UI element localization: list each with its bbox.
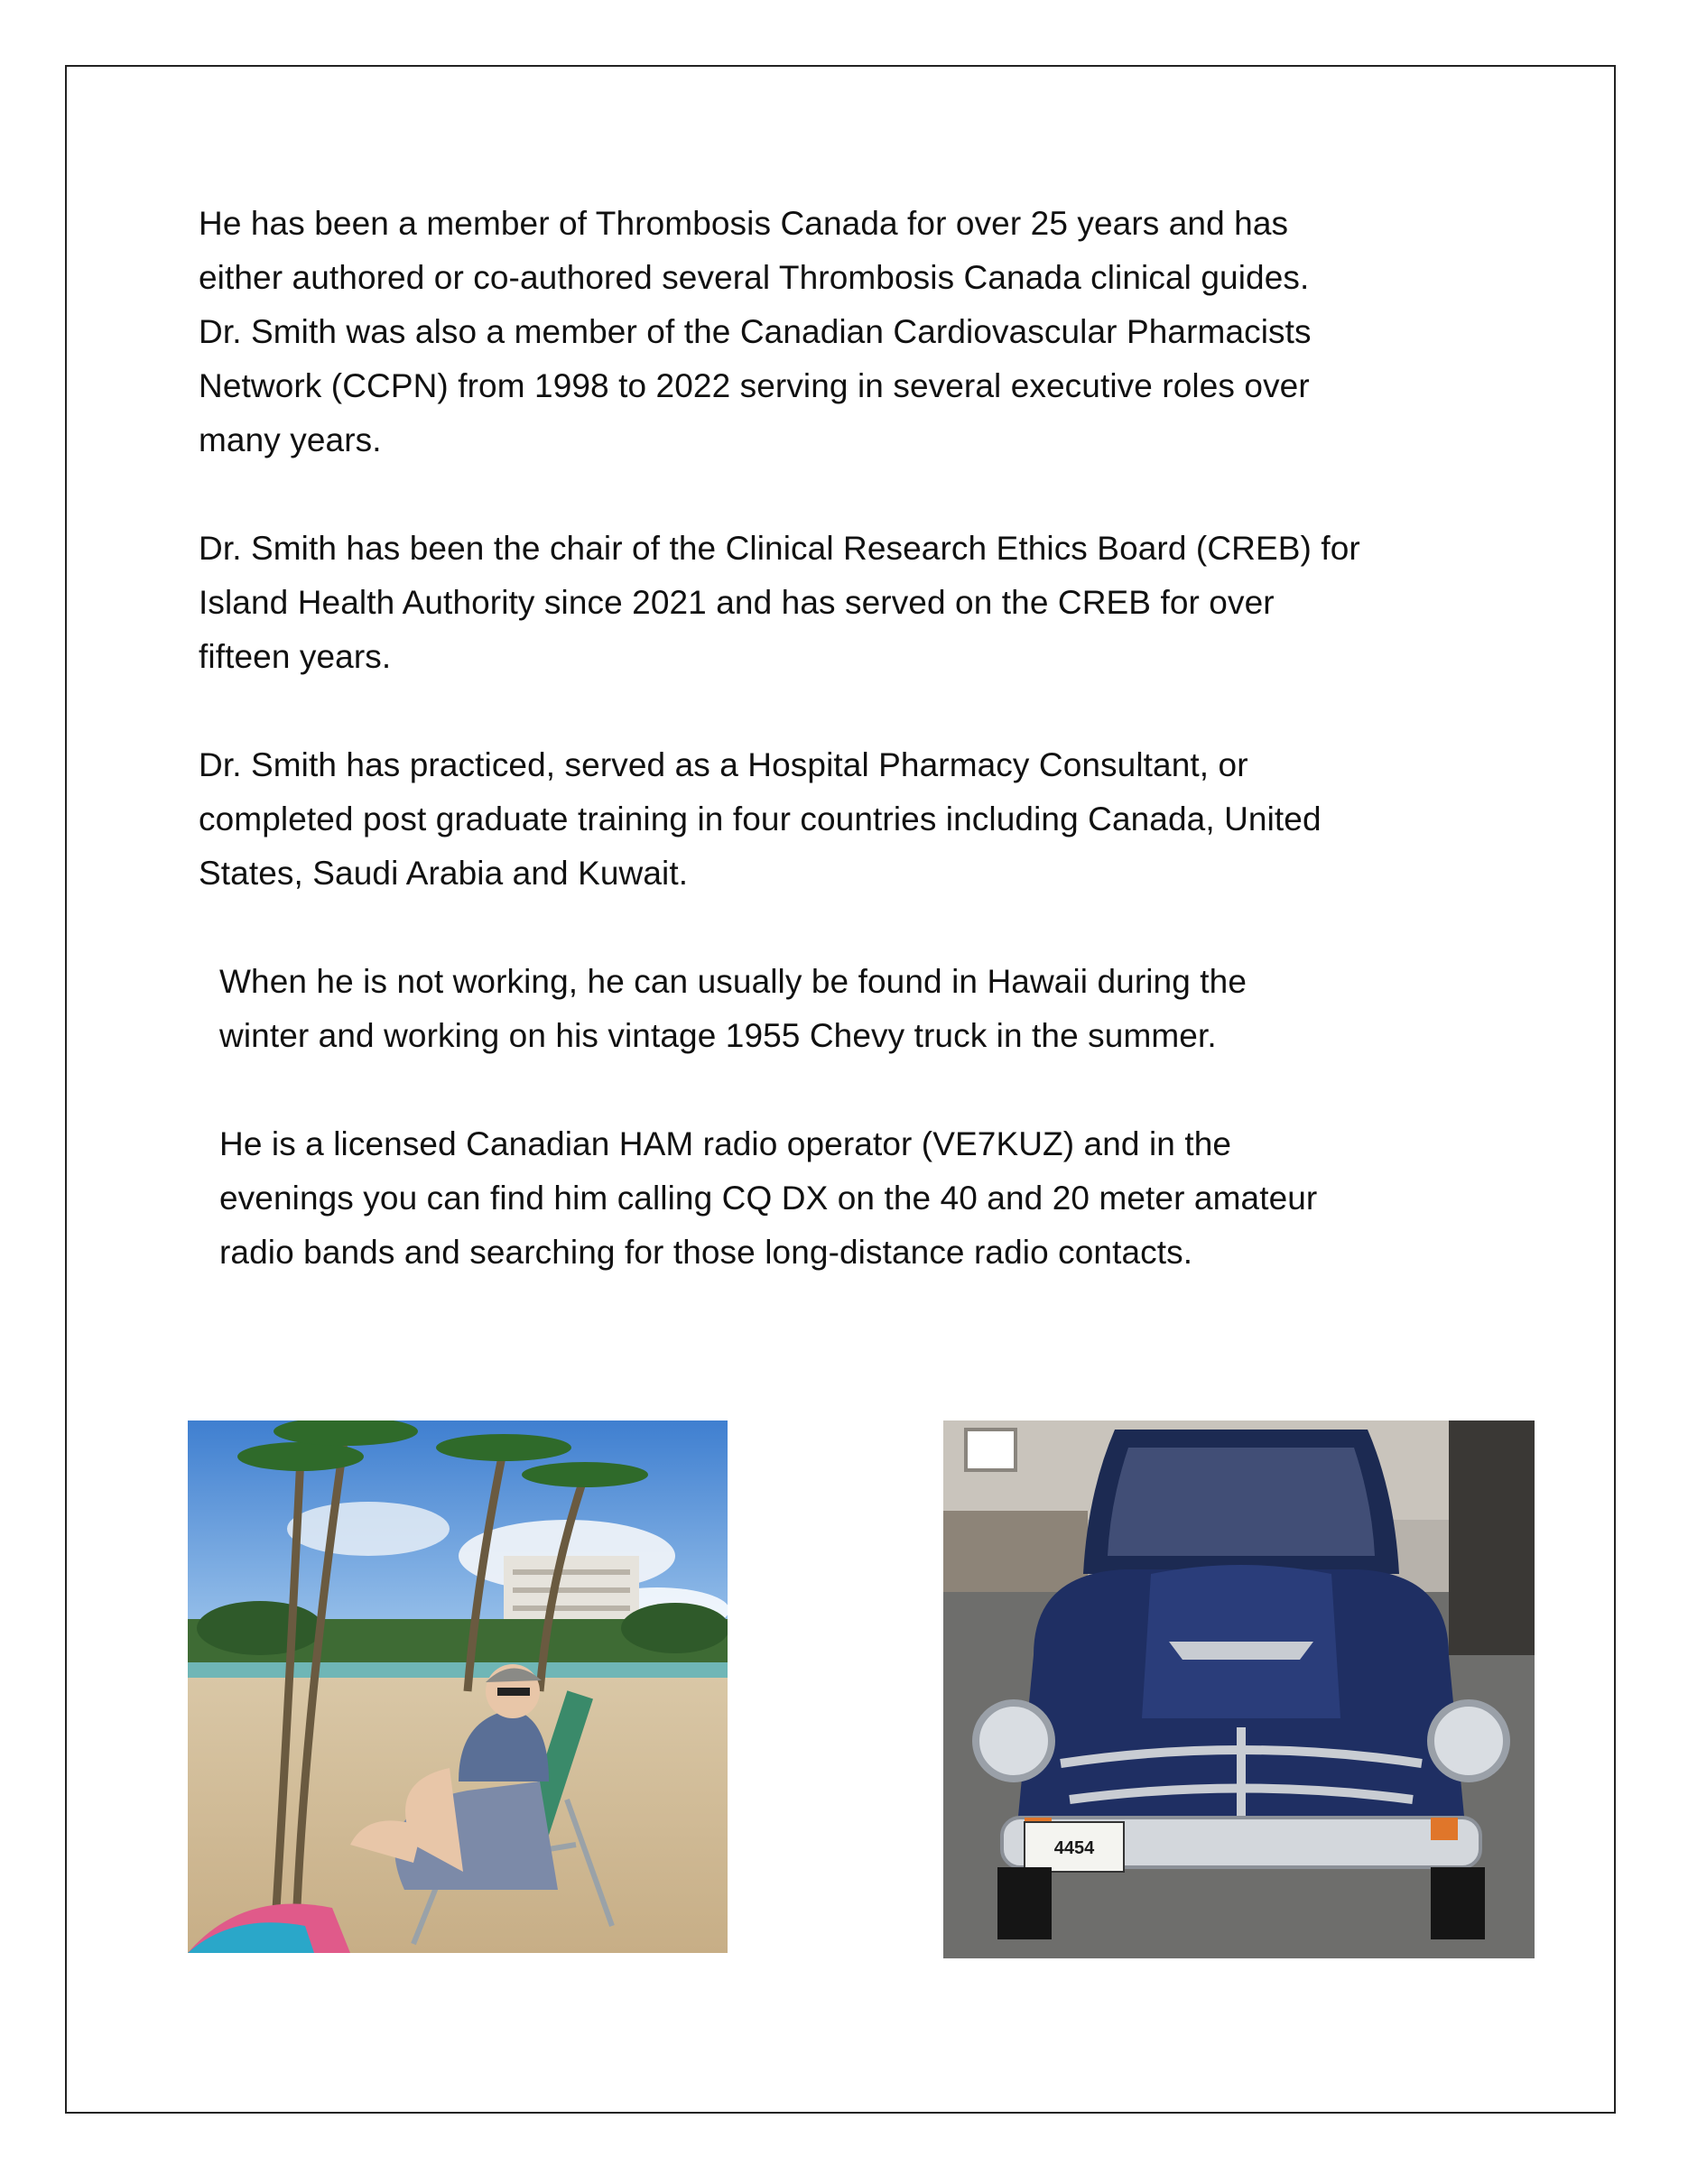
text-line: He is a licensed Canadian HAM radio operator (VE7KUZ) and in the — [219, 1125, 1232, 1162]
text-line: Island Health Authority since 2021 and has served on the CREB for over — [199, 584, 1275, 621]
paragraph-hobbies — [219, 955, 1247, 1063]
truck-photo — [943, 1421, 1535, 1958]
text-line: Dr. Smith was also a member of the Canadian Cardiovascular Pharmacists — [199, 313, 1312, 350]
text-line: radio bands and searching for those long-distance radio contacts. — [219, 1234, 1193, 1271]
paragraph-creb — [199, 522, 1360, 684]
paragraph-ham-radio — [219, 1117, 1317, 1280]
text-line: When he is not working, he can usually be found in Hawaii during the — [219, 963, 1247, 1000]
text-line: evenings you can find him calling CQ DX on the 40 and 20 meter amateur — [219, 1180, 1318, 1217]
beach-photo — [188, 1421, 728, 1953]
paragraph-countries — [199, 738, 1322, 901]
paragraph-thrombosis — [199, 197, 1312, 467]
text-line: Network (CCPN) from 1998 to 2022 serving in several executive roles over — [199, 367, 1310, 404]
text-line: many years. — [199, 421, 382, 458]
text-line: Dr. Smith has been the chair of the Clinical Research Ethics Board (CREB) for — [199, 530, 1360, 567]
text-line: He has been a member of Thrombosis Canada for over 25 years and has — [199, 205, 1289, 242]
text-line: fifteen years. — [199, 638, 392, 675]
license-plate-text: 4454 — [1053, 1838, 1095, 1858]
text-line: winter and working on his vintage 1955 Chevy truck in the summer. — [219, 1017, 1217, 1054]
text-line: Dr. Smith has practiced, served as a Hospital Pharmacy Consultant, or — [199, 746, 1248, 783]
text-line: either authored or co-authored several Thrombosis Canada clinical guides. — [199, 259, 1310, 296]
text-line: completed post graduate training in four countries including Canada, United — [199, 800, 1322, 838]
text-line: States, Saudi Arabia and Kuwait. — [199, 855, 689, 892]
